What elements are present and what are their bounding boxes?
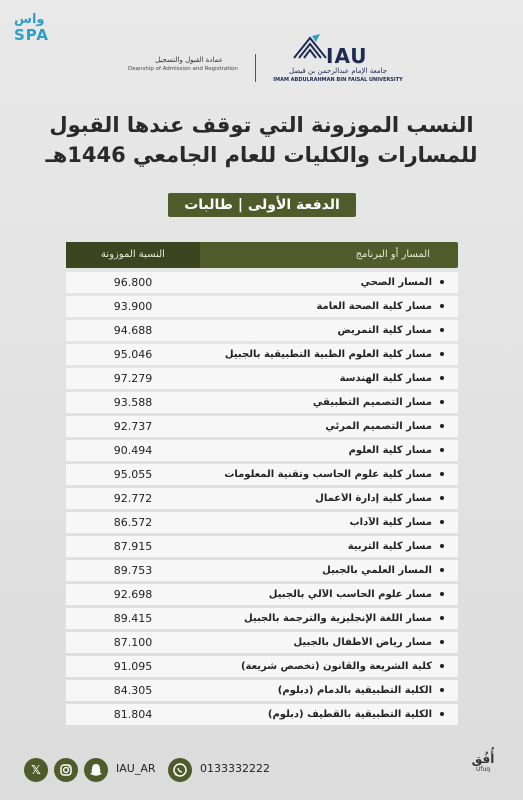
row-program bbox=[200, 613, 458, 624]
row-score: 81.804 bbox=[113, 708, 153, 721]
table-row bbox=[66, 584, 458, 605]
footer bbox=[0, 752, 523, 788]
row-score: 96.800 bbox=[113, 276, 153, 289]
table-body bbox=[66, 272, 458, 728]
row-program bbox=[200, 397, 458, 408]
row-program bbox=[200, 637, 458, 648]
row-program bbox=[200, 709, 458, 720]
row-program bbox=[200, 589, 458, 600]
row-score: 87.915 bbox=[113, 540, 153, 553]
row-program-label: مسار اللغة الإنجليزية والترجمة بالجبيل bbox=[243, 613, 432, 624]
row-program bbox=[200, 373, 458, 384]
title-line-2: للمسارات والكليات للعام الجامعي 1446هـ bbox=[45, 143, 478, 167]
bullet-icon bbox=[440, 568, 444, 572]
header-divider bbox=[255, 54, 256, 82]
row-score: 90.494 bbox=[113, 444, 153, 457]
bullet-icon bbox=[440, 520, 444, 524]
table-row bbox=[66, 536, 458, 557]
bullet-icon bbox=[440, 448, 444, 452]
snapchat-icon[interactable] bbox=[84, 758, 108, 782]
spa-logo-top: واس bbox=[14, 12, 45, 27]
row-program bbox=[200, 661, 458, 672]
row-score: 94.688 bbox=[113, 324, 153, 337]
row-score: 95.046 bbox=[113, 348, 153, 361]
row-program bbox=[200, 421, 458, 432]
university-name-ar: جامعة الإمام عبدالرحمن بن فيصل bbox=[288, 67, 388, 75]
university-short-name: IAU bbox=[326, 44, 368, 68]
row-score: 87.100 bbox=[113, 636, 153, 649]
table-row bbox=[66, 368, 458, 389]
table-row bbox=[66, 608, 458, 629]
instagram-glyph bbox=[54, 758, 78, 782]
column-header-program: المسار أو البرنامج bbox=[355, 249, 430, 260]
whatsapp-glyph bbox=[168, 758, 192, 782]
row-program bbox=[200, 517, 458, 528]
table-row bbox=[66, 344, 458, 365]
bullet-icon bbox=[440, 352, 444, 356]
table-row bbox=[66, 680, 458, 701]
row-program-label: مسار كلية الآداب bbox=[349, 517, 432, 528]
table-row bbox=[66, 560, 458, 581]
row-program-label: مسار علوم الحاسب الآلي بالجبيل bbox=[268, 589, 432, 600]
row-program-label: مسار كلية التمريض bbox=[337, 325, 432, 336]
row-score: 95.055 bbox=[113, 468, 153, 481]
table-row bbox=[66, 296, 458, 317]
row-program bbox=[200, 469, 458, 480]
page-title bbox=[40, 110, 483, 170]
table-row bbox=[66, 704, 458, 725]
row-score: 84.305 bbox=[113, 684, 153, 697]
bullet-icon bbox=[440, 616, 444, 620]
deanship-name-ar: عمادة القبول والتسجيل bbox=[155, 56, 223, 64]
row-score: 93.588 bbox=[113, 396, 153, 409]
table-row bbox=[66, 272, 458, 293]
bullet-icon bbox=[440, 664, 444, 668]
ufuq-logo bbox=[458, 752, 508, 773]
row-score: 92.698 bbox=[113, 588, 153, 601]
spa-logo-bottom: SPA bbox=[14, 26, 50, 44]
table-row bbox=[66, 632, 458, 653]
deanship-logo bbox=[128, 56, 250, 72]
row-score: 97.279 bbox=[113, 372, 153, 385]
bullet-icon bbox=[440, 640, 444, 644]
row-program bbox=[200, 301, 458, 312]
instagram-icon[interactable] bbox=[54, 758, 78, 782]
table-row bbox=[66, 512, 458, 533]
deanship-name-en: Deanship of Admission and Registration bbox=[128, 66, 238, 72]
bullet-icon bbox=[440, 592, 444, 596]
row-score: 86.572 bbox=[113, 516, 153, 529]
bullet-icon bbox=[440, 304, 444, 308]
table-row bbox=[66, 488, 458, 509]
ufuq-logo-ar: أُفُق bbox=[471, 752, 495, 766]
row-program bbox=[200, 541, 458, 552]
row-score: 89.415 bbox=[113, 612, 153, 625]
ufuq-logo-en: Ufuq bbox=[475, 766, 491, 773]
column-header-score: النسبة الموزونة bbox=[66, 242, 200, 268]
bullet-icon bbox=[440, 712, 444, 716]
row-score: 91.095 bbox=[113, 660, 153, 673]
row-program-label: مسار كلية العلوم bbox=[348, 445, 432, 456]
whatsapp-icon[interactable] bbox=[168, 758, 192, 782]
row-program-label: كلية الشريعة والقانون (تخصص شريعة) bbox=[240, 661, 432, 672]
row-score: 89.753 bbox=[113, 564, 153, 577]
bullet-icon bbox=[440, 400, 444, 404]
row-score: 92.772 bbox=[113, 492, 153, 505]
snapchat-glyph bbox=[84, 758, 108, 782]
row-program-label: مسار التصميم التطبيقي bbox=[312, 397, 432, 408]
row-score: 92.737 bbox=[113, 420, 153, 433]
row-program-label: مسار كلية العلوم الطبية التطبيقية بالجبيل bbox=[224, 349, 432, 360]
bullet-icon bbox=[440, 328, 444, 332]
row-program-label: مسار كلية إدارة الأعمال bbox=[315, 493, 432, 504]
header bbox=[0, 10, 523, 83]
row-program bbox=[200, 325, 458, 336]
row-program-label: مسار كلية التربية bbox=[347, 541, 432, 552]
title-line-1: النسب الموزونة التي توقف عندها القبول bbox=[49, 113, 474, 137]
x-icon[interactable]: 𝕏 bbox=[24, 758, 48, 782]
social-handle: IAU_AR bbox=[116, 762, 156, 775]
iau-mark-icon bbox=[290, 32, 330, 66]
table-row bbox=[66, 656, 458, 677]
row-program bbox=[200, 685, 458, 696]
row-program bbox=[200, 349, 458, 360]
row-program-label: المسار العلمي بالجبيل bbox=[322, 565, 432, 576]
bullet-icon bbox=[440, 688, 444, 692]
row-program-label: المسار الصحي bbox=[360, 277, 432, 288]
phone-number: 0133332222 bbox=[200, 762, 270, 775]
bullet-icon bbox=[440, 424, 444, 428]
table-row bbox=[66, 320, 458, 341]
row-program-label: الكلية التطبيقية بالقطيف (دبلوم) bbox=[267, 709, 432, 720]
spa-logo bbox=[14, 12, 62, 46]
row-program bbox=[200, 277, 458, 288]
university-name-en: IMAM ABDULRAHMAN BIN FAISAL UNIVERSITY bbox=[273, 77, 403, 83]
row-program-label: مسار التصميم المرئي bbox=[325, 421, 432, 432]
row-program bbox=[200, 493, 458, 504]
row-program bbox=[200, 445, 458, 456]
row-score: 93.900 bbox=[113, 300, 153, 313]
table-row bbox=[66, 416, 458, 437]
bullet-icon bbox=[440, 472, 444, 476]
bullet-icon bbox=[440, 280, 444, 284]
table-header bbox=[66, 242, 458, 268]
bullet-icon bbox=[440, 376, 444, 380]
row-program-label: مسار رياض الأطفال بالجبيل bbox=[293, 637, 432, 648]
table-row bbox=[66, 392, 458, 413]
bullet-icon bbox=[440, 496, 444, 500]
table-row bbox=[66, 440, 458, 461]
row-program bbox=[200, 565, 458, 576]
bullet-icon bbox=[440, 544, 444, 548]
batch-badge: الدفعة الأولى | طالبات bbox=[168, 193, 356, 217]
row-program-label: مسار كلية الصحة العامة bbox=[316, 301, 432, 312]
row-program-label: مسار كلية علوم الحاسب وتقنية المعلومات bbox=[224, 469, 432, 480]
row-program-label: الكلية التطبيقية بالدمام (دبلوم) bbox=[277, 685, 432, 696]
row-program-label: مسار كلية الهندسة bbox=[339, 373, 432, 384]
table-row bbox=[66, 464, 458, 485]
